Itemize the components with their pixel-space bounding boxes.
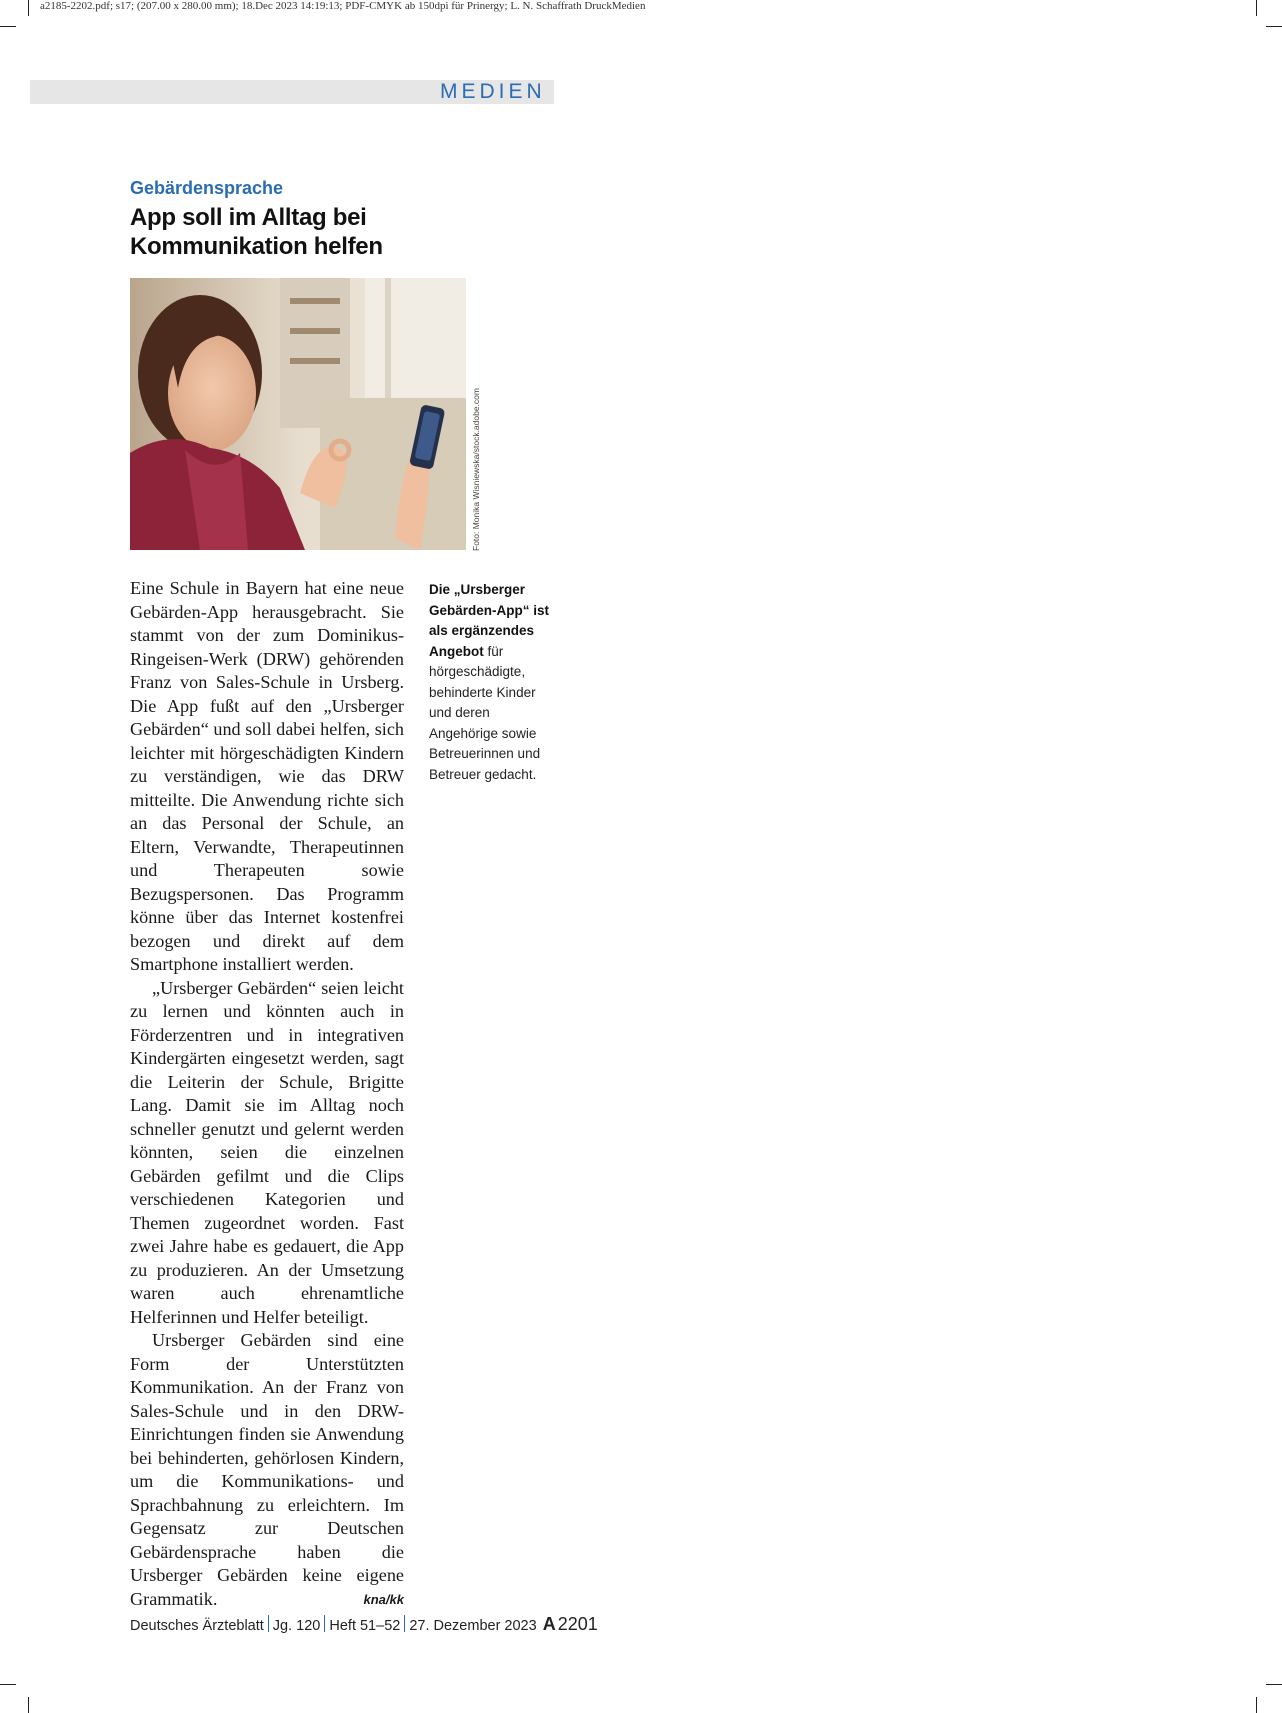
page-footer: [130, 1612, 598, 1636]
article-body: [130, 577, 404, 1611]
caption-bold-lead: Die „Ursberger Gebärden-App“ ist als ergänzendes Angebot: [429, 582, 550, 659]
author-signature: kna/kk: [363, 1591, 404, 1607]
footer-date: 27. Dezember 2023: [409, 1618, 537, 1634]
body-paragraph-2: „Ursberger Gebärden“ seien leicht zu lernen und könnten auch in Förderzentren und in integrativen Kindergärten eingesetzt werden, sagt die Leiterin der Schule, Brigitte Lang. Damit sie im Alltag noch schneller genutzt und gelernt werden könnten, seien die einzelnen Gebärden gefilmt und die Clips verschiedenen Kategorien und Themen zugeordnet worden. Fast zwei Jahre habe es gedauert, die App zu produzieren. An der Umsetzung waren auch ehrenamtliche Helferinnen und Helfer beteiligt.: [130, 977, 404, 1327]
crop-mark-bottom-left: [28, 1697, 29, 1713]
photo-credit-text: Foto: Monika Wisniewska/stock.adobe.com: [471, 388, 481, 551]
crop-mark-left-lower: [0, 1684, 16, 1685]
crop-mark-left-upper: [0, 26, 16, 27]
footer-issue: Heft 51–52: [329, 1618, 401, 1634]
photo-caption: [429, 580, 559, 785]
photo-credit: [470, 388, 482, 551]
woman-signing-with-phone-image: [130, 278, 466, 550]
article-photo: [130, 278, 466, 550]
section-title: MEDIEN: [440, 80, 546, 103]
article-headline: App soll im Alltag bei Kommunikation helfen: [130, 204, 383, 260]
section-header-bar: [30, 80, 554, 104]
crop-mark-right-upper: [1266, 26, 1282, 27]
body-paragraph-3: [130, 1329, 404, 1611]
footer-divider: [268, 1615, 269, 1632]
footer-journal: Deutsches Ärzteblatt: [130, 1618, 264, 1634]
footer-divider: [404, 1615, 405, 1632]
body-paragraph-1: Eine Schule in Bayern hat eine neue Gebärden-App herausgebracht. Sie stammt von der zum Dominikus-Ringeisen-Werk (DRW) gehörenden Franz von Sales-Schule in Ursberg. Die App fußt auf den „Ursberger Gebärden“ und soll dabei helfen, sich leichter mit hörgeschädigten Kindern zu verständigen, wie das DRW mitteilte. Die Anwendung richte sich an das Personal der Schule, an Eltern, Verwandte, Therapeutinnen und Therapeuten sowie Bezugspersonen. Das Programm könne über das Internet kostenfrei bezogen und direkt auf dem Smartphone installiert werden.: [130, 578, 404, 974]
article-kicker: Gebärdensprache: [130, 178, 284, 198]
crop-mark-right-lower: [1266, 1684, 1282, 1685]
caption-text: für hörgeschädigte, behinderte Kinder und deren Angehörige sowie Betreuerinnen und Betreuer gedacht.: [429, 643, 541, 782]
crop-mark-top-right: [1256, 0, 1257, 16]
footer-volume: Jg. 120: [272, 1618, 321, 1634]
crop-mark-top-left: [28, 0, 29, 16]
footer-page-prefix: A: [542, 1614, 556, 1634]
print-info-line: a2185-2202.pdf; s17; (207.00 x 280.00 mm); 18.Dec 2023 14:19:13; PDF-CMYK ab 150dpi für Prinergy; L. N. Schaffrath DruckMedien: [40, 0, 646, 12]
footer-divider: [324, 1615, 325, 1632]
footer-page-number: 2201: [557, 1614, 598, 1634]
crop-mark-bottom-right: [1256, 1697, 1257, 1713]
body-paragraph-3-text: Ursberger Gebärden sind eine Form der Unterstützten Kommunikation. An der Franz von Sales-Schule und in den DRW-Einrichtungen finden sie Anwendung bei behinderten, gehörlosen Kindern, um die Kommunikations- und Sprachbahnung zu erleichtern. Im Gegensatz zur Deutschen Gebärdensprache haben die Ursberger Gebärden keine eigene Grammatik.: [130, 1330, 404, 1609]
